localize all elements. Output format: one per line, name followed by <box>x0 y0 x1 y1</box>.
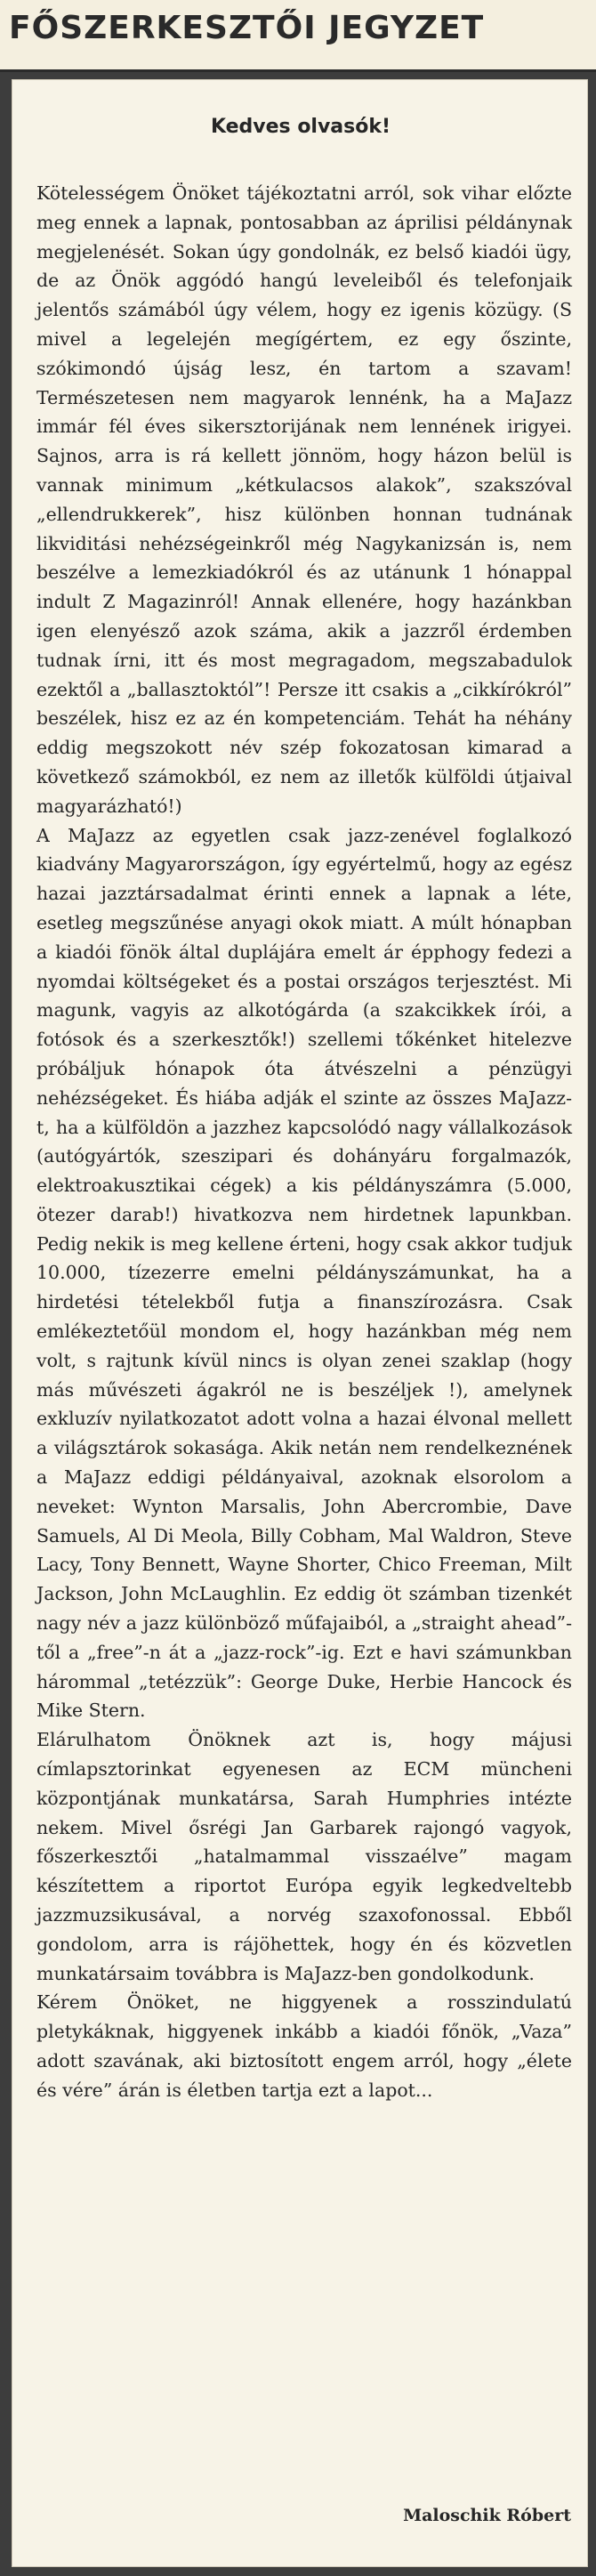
greeting-heading: Kedves olvasók! <box>210 116 391 138</box>
column-title: FŐSZERKESZTŐI JEGYZET <box>9 10 485 46</box>
paragraph-4: Kérem Önöket, ne higgyenek a rosszindulatú pletykáknak, higgyenek inkább a kiadói főnök, „Vaza” adott szavának, aki biztosított engem arról, hogy „élete és vére” árán is életben tartja ezt a lapot... <box>36 1991 572 2101</box>
article-panel <box>12 79 588 2567</box>
column-header <box>0 0 596 72</box>
editorial-column <box>0 72 596 2576</box>
paragraph-2: A MaJazz az egyetlen csak jazz-zenével foglalkozó kiadvány Magyarországon, így egyértelmű, hogy az egész hazai jazztársadalmat érinti ennek a lapnak a léte, esetleg megszűnése anyagi okok miatt. A múlt hónapban a kiadói fönök által duplájára emelt ár épphogy fedezi a nyomdai költségeket és a postai országos terjesztést. Mi magunk, vagyis az alkotógárda (a szakcikkek írói, a fotósok és a szerkesztők!) szellemi tőkénket hitelezve próbáljuk hónapok óta átvészelni a pénzügyi nehézségeket. És hiába adják el szinte az összes MaJazz-t, ha a külföldön a jazzhez kapcsolódó nagy vállalkozások (autógyártók, szeszipari és dohányáru forgalmazók, elektroakusztikai cégek) a kis példányszámra (5.000, ötezer darab!) hivatkozva nem hirdetnek lapunkban. Pedig nekik is meg kellene érteni, hogy csak akkor tudjuk 10.000, tízezerre emelni példányszámunkat, ha a hirdetési tételekből futja a finanszírozásra. Csak emlékeztetőül mondom el, hogy hazánkban még nem volt, s rajtunk kívül nincs is olyan zenei szaklap (hogy más művészeti ágakról ne is beszéljek !), amelynek exkluzív nyilatkozatot adott volna a hazai élvonal mellett a világsztárok sokasága. Akik netán nem rendelkeznének a MaJazz eddigi példányaival, azoknak elsorolom a neveket: Wynton Marsalis, John Abercrombie, Dave Samuels, Al Di Meola, Billy Cobham, Mal Waldron, Steve Lacy, Tony Bennett, Wayne Shorter, Chico Freeman, Milt Jackson, John McLaughlin. Ez eddig öt számban tizenkét nagy név a jazz különböző műfajaiból, a „straight ahead”-től a „free”-n át a „jazz-rock”-ig. Ezt e havi számunkban hárommal „tetézzük”: George Duke, Herbie Hancock és Mike Stern. <box>36 824 572 1722</box>
paragraph-3: Elárulhatom Önöknek azt is, hogy májusi címlapsztorinkat egyenesen az ECM müncheni központjának munkatársa, Sarah Humphries intézte nekem. Mivel ősrégi Jan Garbarek rajongó vagyok, főszerkesztői „hatalmammal visszaélve” magam készítettem a riportot Európa egyik legkedveltebb jazzmuzsikusával, a norvég szaxofonossal. Ebből gondolom, arra is rájöhettek, hogy én és közvetlen munkatársaim továbbra is MaJazz-ben gondolkodunk. <box>36 1729 572 1984</box>
author-signature: Maloschik Róbert <box>403 2506 571 2525</box>
paragraph-1: Kötelességem Önöket tájékoztatni arról, sok vihar előzte meg ennek a lapnak, pontosabban az áprilisi példánynak megjelenését. Sokan úgy gondolnák, ez belső kiadói ügy, de az Önök aggódó hangú leveleiből és telefonjaik jelentős számából úgy vélem, hogy ez igenis közügy. (S mivel a legelején megígértem, ez egy őszinte, szókimondó újság lesz, én tartom a szavam! Természetesen nem magyarok lennénk, ha a MaJazz immár fél éves sikersztorijának nem lennének irigyei. Sajnos, arra is rá kellett jönnöm, hogy házon belül is vannak minimum „kétkulacsos alakok”, szakszóval „ellendrukkerek”, hisz különben honnan tudnának likviditási nehézségeinkről még Nagykanizsán is, nem beszélve a lemezkiadókról és az utánunk 1 hónappal indult Z Magazinról! Annak ellenére, hogy hazánkban igen elenyésző azok száma, akik a jazzről érdemben tudnak írni, itt és most megragadom, megszabadulok ezektől a „ballasztoktól”! Persze itt csakis a „cikkírókról” beszélek, hisz ez az én kompetenciám. Tehát ha néhány eddig megszokott név szép fokozatosan kimarad a következő számokból, ez nem az illetők külföldi útjaival magyarázható!) <box>36 182 572 817</box>
article-body <box>36 179 572 2105</box>
